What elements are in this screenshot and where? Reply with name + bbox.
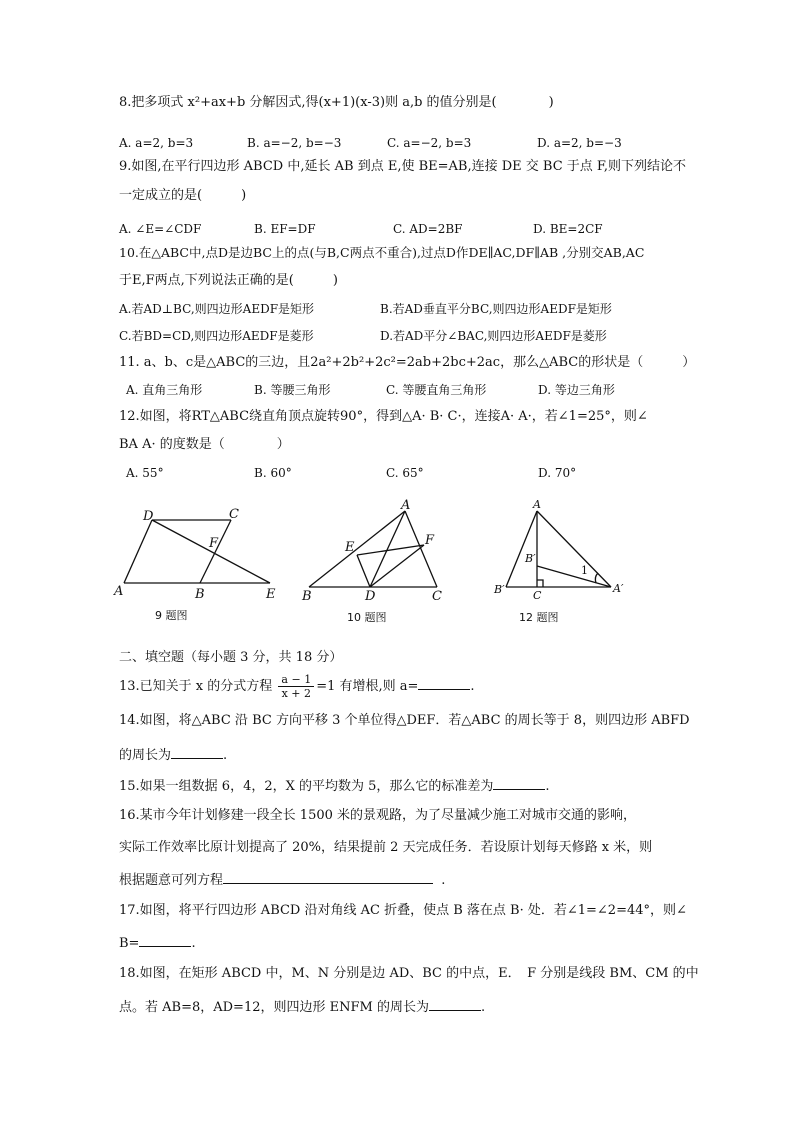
fig12-label-b-prime: B′: [525, 552, 536, 565]
q8-stem: 8.把多项式 x²+ax+b 分解因式,得(x+1)(x-3)则 a,b 的值分别是( ): [119, 95, 554, 110]
q11-option-c: C. 等腰直角三角形: [386, 383, 487, 397]
fig12-right-angle-mark: [537, 580, 543, 587]
q16-line1: 16.某市今年计划修建一段全长 1500 米的景观路，为了尽量减少施工对城市交通的影响，: [119, 808, 637, 823]
fig9-label-c: C: [229, 507, 239, 522]
q10-option-b: B.若AD垂直平分BC,则四边形AEDF是矩形: [380, 302, 612, 316]
q10-option-d: D.若AD平分∠BAC,则四边形AEDF是菱形: [380, 329, 607, 343]
fig9-segment-de: [152, 520, 270, 583]
q10-line1: 10.在△ABC中,点D是边BC上的点(与B,C两点不重合),过点D作DE∥AC,DF∥AB ,分别交AB,AC: [119, 245, 645, 260]
fig9-label-e: E: [266, 587, 276, 602]
q18-line1: 18.如图，在矩形 ABCD 中，M、N 分别是边 AD、BC 的中点，E． F 分别是线段 BM、CM 的中: [119, 966, 699, 981]
q8-option-c: C. a=−2, b=3: [387, 136, 472, 150]
fig10-segment-df: [370, 545, 424, 587]
q14-line2-wrap: [119, 744, 227, 765]
q18-line2: 点。若 AB=8，AD=12，则四边形 ENFM 的周长为: [119, 1000, 429, 1015]
q12-line1: 12.如图，将RT△ABC绕直角顶点旋转90°，得到△A· B· C·，连接A· A·，若∠1=25°，则∠: [119, 409, 648, 424]
q11-option-b: B. 等腰三角形: [254, 383, 331, 397]
q13-after: =1 有增根,则 a=: [316, 679, 419, 694]
fig9-label-f: F: [209, 536, 219, 551]
q8-option-d: D. a=2, b=−3: [537, 136, 622, 150]
q16-line3-wrap: [119, 869, 445, 890]
q9-line2: 一定成立的是( ): [119, 188, 247, 203]
fig12-angle-1-arc: [595, 573, 598, 583]
q13-denominator: x + 2: [281, 687, 312, 700]
fig12-segment-ba: [537, 566, 611, 587]
q13-answer-blank[interactable]: [418, 675, 470, 690]
q18-end: .: [480, 1000, 486, 1015]
fig12-label-angle-1: 1: [581, 564, 588, 577]
fig10-segment-ef: [357, 545, 424, 555]
fig10-label-e: E: [345, 540, 355, 555]
q10-option-c: C.若BD=CD,则四边形AEDF是菱形: [119, 329, 314, 343]
q12-line2: BA A· 的度数是（ ）: [119, 437, 290, 452]
q10-option-a: A.若AD⊥BC,则四边形AEDF是矩形: [119, 302, 315, 316]
q17-line2-wrap: [119, 932, 196, 953]
fig10-segment-ac: [405, 511, 437, 587]
fig12-label-b-prime-bottom: B′: [494, 583, 505, 596]
q13-numerator: a − 1: [278, 673, 314, 687]
fig10-segment-ad: [370, 511, 405, 587]
q16-line3: 根据题意可列方程: [119, 873, 224, 888]
q15-answer-blank[interactable]: [493, 775, 545, 790]
fig9-label-a: A: [114, 584, 124, 599]
q13-end: .: [470, 679, 475, 694]
q8-option-b: B. a=−2, b=−3: [247, 136, 342, 150]
q15-text: 15.如果一组数据 6，4，2，X 的平均数为 5，那么它的标准差为: [119, 779, 494, 794]
fig9-segment-cb: [200, 520, 231, 583]
q14-line1: 14.如图，将△ABC 沿 BC 方向平移 3 个单位得△DEF．若△ABC 的周长等于 8，则四边形 ABFD: [119, 713, 690, 728]
q14-answer-blank[interactable]: [171, 744, 223, 759]
fig10-label-d: D: [365, 589, 376, 604]
q16-end: .: [441, 873, 446, 888]
q9-option-c: C. AD=2BF: [393, 222, 463, 236]
q18-line2-wrap: [119, 996, 485, 1017]
q12-option-d: D. 70°: [538, 466, 577, 480]
fig10-label-b: B: [302, 589, 312, 604]
q17-line1: 17.如图，将平行四边形 ABCD 沿对角线 AC 折叠，使点 B 落在点 B· 处．若∠1=∠2=44°，则∠: [119, 903, 687, 918]
q13-before: 13.已知关于 x 的分式方程: [119, 679, 273, 694]
q17-answer-blank[interactable]: [139, 932, 191, 947]
fig10-label-c: C: [432, 589, 442, 604]
fig10-caption: 10 题图: [347, 611, 387, 624]
fig9-segment-da: [124, 520, 152, 583]
fig12-segment-aa: [537, 511, 611, 587]
q16-answer-blank[interactable]: [223, 869, 433, 884]
q8-option-a: A. a=2, b=3: [119, 136, 194, 150]
q11-option-a: A. 直角三角形: [126, 383, 203, 397]
fig12-label-c: C: [533, 589, 542, 602]
q15-line: [119, 775, 550, 796]
q12-option-c: C. 65°: [386, 466, 424, 480]
q12-option-a: A. 55°: [126, 466, 164, 480]
q14-end: .: [223, 748, 228, 763]
fig12-label-a: A: [533, 498, 541, 511]
q9-option-a: A. ∠E=∠CDF: [119, 222, 202, 236]
q15-end: .: [545, 779, 550, 794]
q14-line2: 的周长为: [119, 748, 172, 763]
fig9-label-b: B: [195, 587, 205, 602]
q16-line2: 实际工作效率比原计划提高了 20%，结果提前 2 天完成任务．若设原计划每天修路 x 米，则: [119, 840, 653, 855]
fig9-caption: 9 题图: [155, 609, 188, 622]
q13-line: [119, 673, 475, 701]
fig10-segment-ab: [309, 511, 405, 587]
fig12-caption: 12 题图: [519, 611, 559, 624]
q17-line2: B=: [119, 936, 140, 951]
fig10-segment-de: [357, 555, 370, 587]
fig12-segment-ab: [506, 511, 537, 587]
fig10-label-f: F: [425, 533, 435, 548]
q13-fraction: [278, 673, 314, 700]
q17-end: .: [191, 936, 196, 951]
q10-line2: 于E,F两点,下列说法正确的是( ): [119, 273, 338, 288]
q9-line1: 9.如图,在平行四边形 ABCD 中,延长 AB 到点 E,使 BE=AB,连接 DE 交 BC 于点 F,则下列结论不: [119, 159, 687, 174]
q12-option-b: B. 60°: [254, 466, 292, 480]
fig12-label-a-prime: A′: [613, 582, 624, 595]
q9-option-d: D. BE=2CF: [533, 222, 603, 236]
q18-answer-blank[interactable]: [429, 996, 481, 1011]
q11-option-d: D. 等边三角形: [538, 383, 615, 397]
q11-stem: 11. a、b、c是△ABC的三边，且2a²+2b²+2c²=2ab+2bc+2ac，那么△ABC的形状是（ ）: [119, 355, 696, 370]
q9-option-b: B. EF=DF: [254, 222, 316, 236]
fig10-label-a: A: [401, 498, 411, 513]
fig9-label-d: D: [143, 509, 154, 524]
section-2-title: 二、填空题（每小题 3 分，共 18 分）: [119, 650, 343, 665]
